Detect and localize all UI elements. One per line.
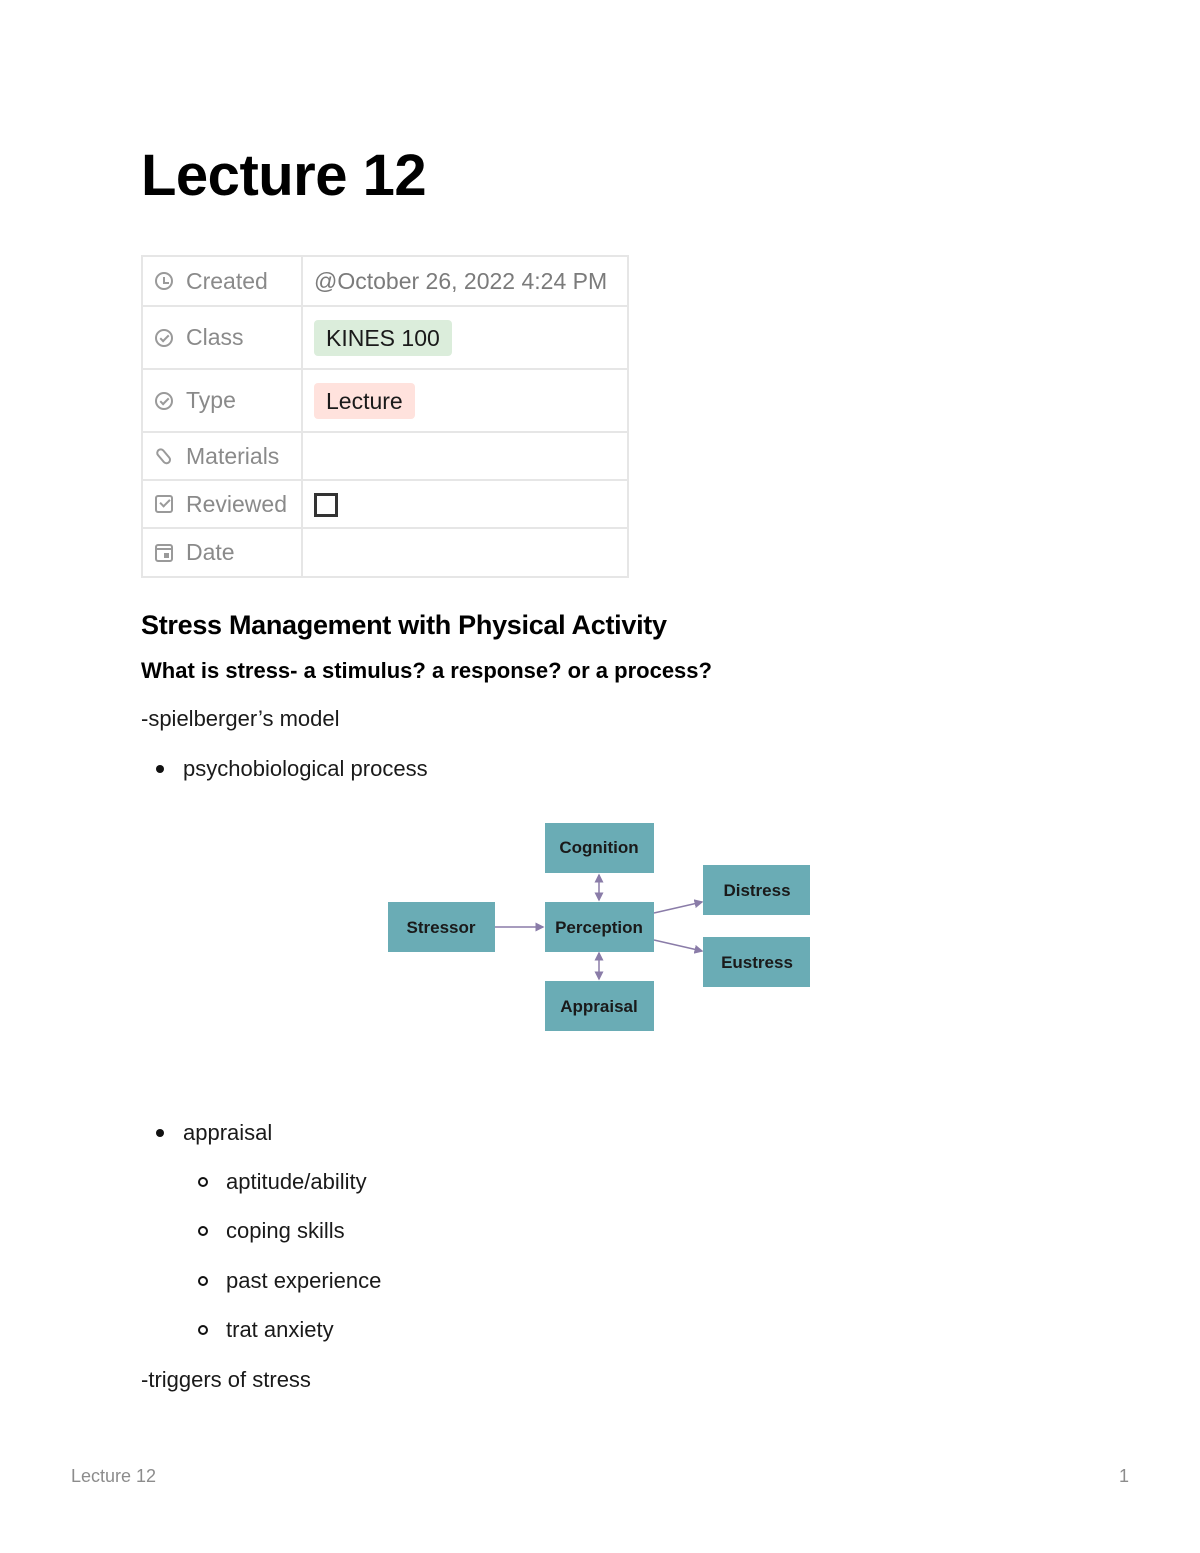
- type-tag[interactable]: Lecture: [314, 383, 415, 419]
- bullet-ring-icon: [198, 1177, 208, 1187]
- arrow-perception-distress: [654, 902, 702, 913]
- eustress-label: Eustress: [721, 953, 793, 972]
- sub-list-item: [226, 1317, 334, 1343]
- sub-list-item: [226, 1169, 367, 1195]
- created-value[interactable]: @October 26, 2022 4:24 PM: [314, 267, 608, 294]
- arrow-perception-eustress: [654, 940, 702, 951]
- stressor-label: Stressor: [406, 918, 476, 937]
- sub-list-item: [226, 1218, 345, 1244]
- class-label: Class: [186, 324, 244, 350]
- type-label: Type: [186, 387, 236, 413]
- distress-label: Distress: [723, 881, 791, 900]
- reviewed-label: Reviewed: [186, 490, 287, 517]
- bullet-ring-icon: [198, 1226, 208, 1236]
- sub-list-item: [226, 1268, 381, 1294]
- section-heading: Stress Management with Physical Activity: [141, 610, 667, 640]
- created-label: Created: [186, 267, 268, 294]
- page-title: Lecture 12: [141, 143, 427, 208]
- bullet-dot-icon: [156, 1129, 164, 1137]
- sub-item-text: past experience: [226, 1268, 382, 1293]
- model-line: -spielberger’s model: [141, 706, 340, 731]
- materials-label: Materials: [186, 442, 280, 469]
- list-item: [183, 1120, 272, 1146]
- footer-page-number: 1: [1118, 1466, 1129, 1486]
- sub-item-text: trat anxiety: [226, 1317, 334, 1342]
- bullet-ring-icon: [198, 1325, 208, 1335]
- bullet-text: appraisal: [183, 1120, 273, 1145]
- footer-doc-title: Lecture 12: [71, 1466, 157, 1486]
- cognition-label: Cognition: [559, 838, 639, 857]
- bullet-text: psychobiological process: [183, 756, 428, 781]
- date-label: Date: [186, 539, 235, 565]
- class-tag[interactable]: KINES 100: [314, 320, 452, 356]
- perception-label: Perception: [555, 918, 643, 937]
- bullet-ring-icon: [198, 1276, 208, 1286]
- section-subheading: What is stress- a stimulus? a response? or a process?: [141, 658, 712, 683]
- sub-item-text: aptitude/ability: [226, 1169, 367, 1194]
- appraisal-label: Appraisal: [560, 997, 638, 1016]
- triggers-line: -triggers of stress: [141, 1367, 311, 1392]
- sub-item-text: coping skills: [226, 1218, 345, 1243]
